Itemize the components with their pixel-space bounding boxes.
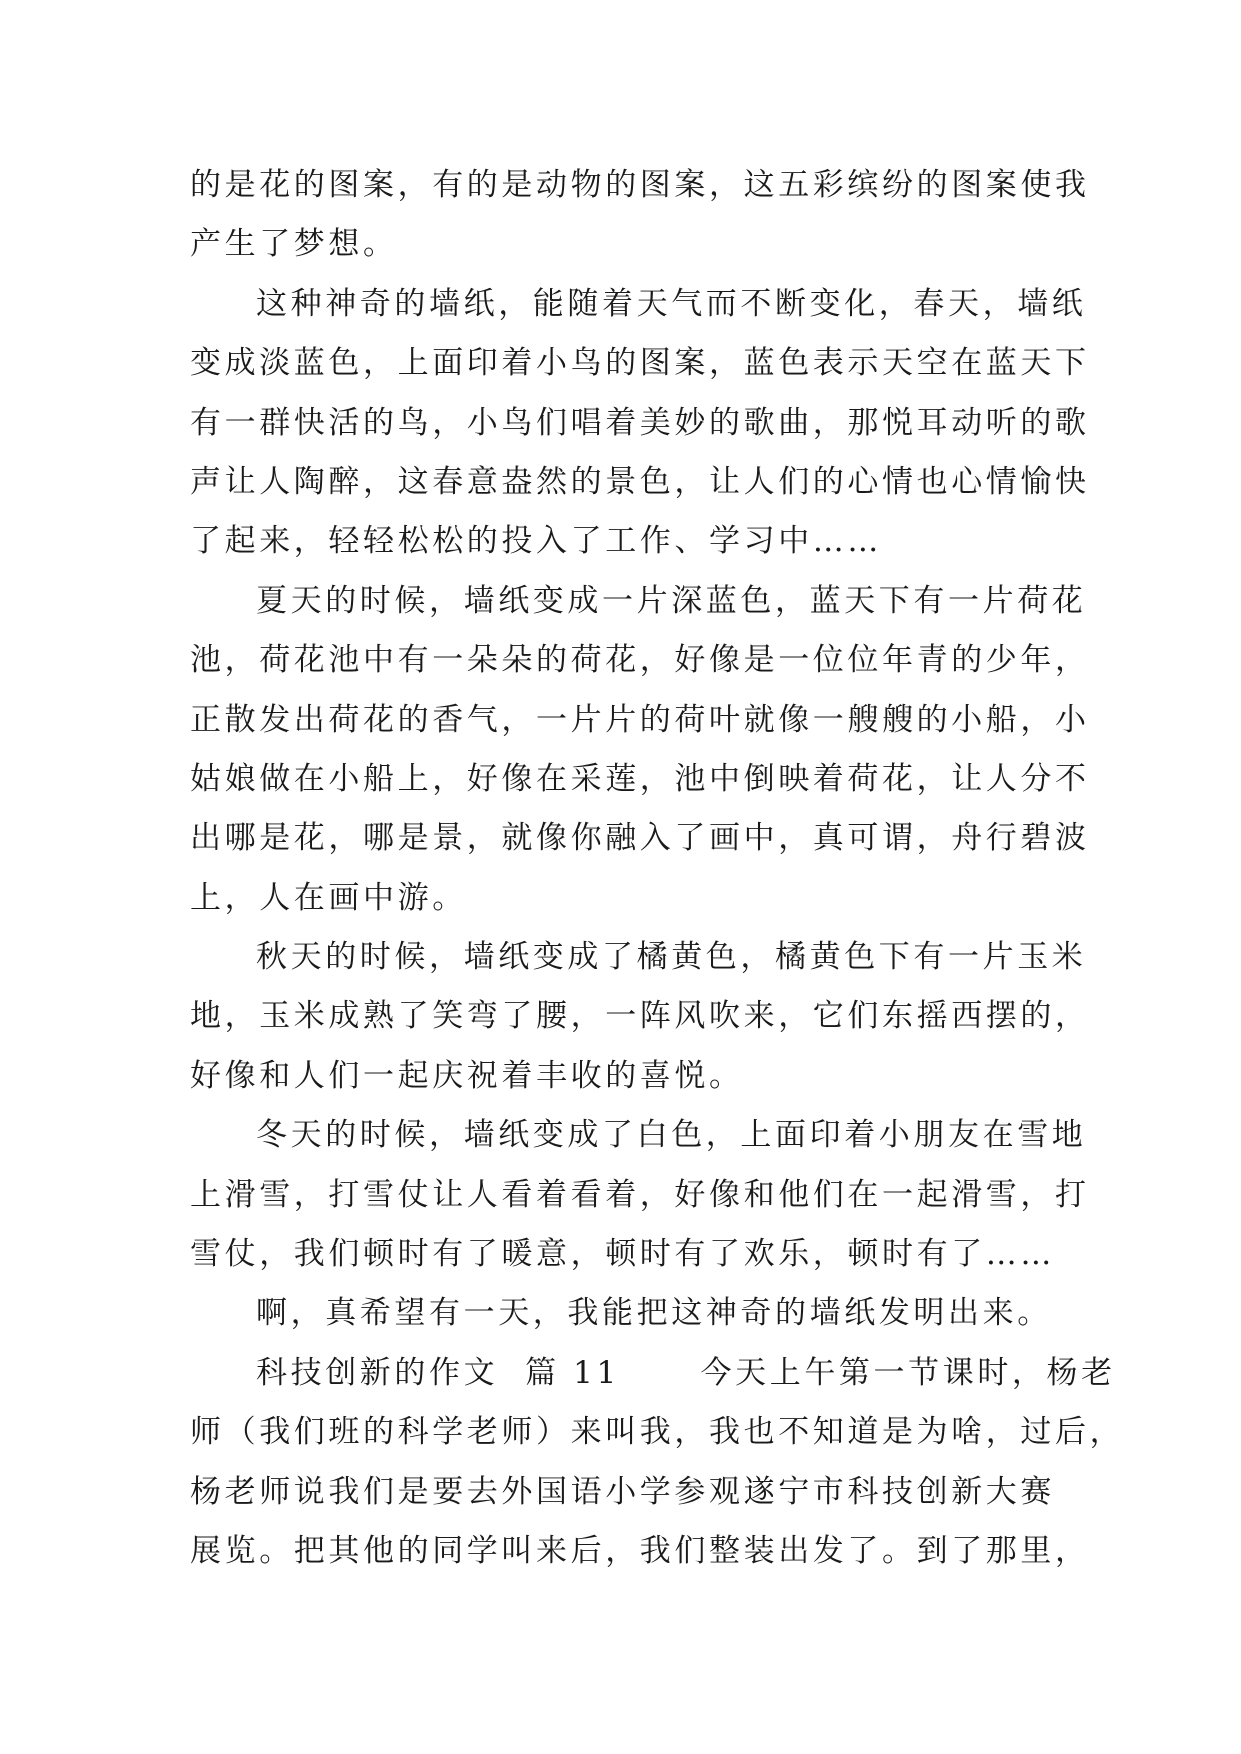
text-line: 正散发出荷花的香气，一片片的荷叶就像一艘艘的小船，小 <box>190 701 1090 738</box>
text-line: 出哪是花，哪是景，就像你融入了画中，真可谓，舟行碧波 <box>190 820 1090 857</box>
paragraph-summer-start: 夏天的时候，墙纸变成一片深蓝色，蓝天下有一片荷花 <box>256 582 1087 619</box>
text-line: 有一群快活的鸟，小鸟们唱着美妙的歌曲，那悦耳动听的歌 <box>190 404 1090 441</box>
text-line: 师（我们班的科学老师）来叫我，我也不知道是为啥，过后， <box>190 1414 1125 1451</box>
text-line: 上，人在画中游。 <box>190 879 467 916</box>
text-line: 地，玉米成熟了笑弯了腰，一阵风吹来，它们东摇西摆的， <box>190 998 1090 1035</box>
text-line: 姑娘做在小船上，好像在采莲，池中倒映着荷花，让人分不 <box>190 760 1090 797</box>
essay-11-heading-line: 科技创新的作文 篇 11 今天上午第一节课时，杨老 <box>256 1354 1116 1391</box>
text-line: 池，荷花池中有一朵朵的荷花，好像是一位位年青的少年， <box>190 642 1090 679</box>
paragraph-winter-start: 冬天的时候，墙纸变成了白色，上面印着小朋友在雪地 <box>256 1117 1087 1154</box>
text-line: 了起来，轻轻松松的投入了工作、学习中…… <box>190 523 882 560</box>
paragraph-wish: 啊，真希望有一天，我能把这神奇的墙纸发明出来。 <box>256 1295 1052 1332</box>
text-line: 变成淡蓝色，上面印着小鸟的图案，蓝色表示天空在蓝天下 <box>190 345 1090 382</box>
text-line: 雪仗，我们顿时有了暖意，顿时有了欢乐，顿时有了…… <box>190 1236 1055 1273</box>
text-line: 杨老师说我们是要去外国语小学参观遂宁市科技创新大赛 <box>190 1473 1055 1510</box>
essay-body <box>190 156 1125 1581</box>
text-line: 好像和人们一起庆祝着丰收的喜悦。 <box>190 1057 744 1094</box>
text-line: 产生了梦想。 <box>190 226 398 263</box>
text-line: 展览。把其他的同学叫来后，我们整装出发了。到了那里， <box>190 1532 1090 1569</box>
text-line: 上滑雪，打雪仗让人看着看着，好像和他们在一起滑雪，打 <box>190 1176 1090 1213</box>
paragraph-spring-start: 这种神奇的墙纸，能随着天气而不断变化，春天，墙纸 <box>256 285 1087 322</box>
text-line: 的是花的图案，有的是动物的图案，这五彩缤纷的图案使我 <box>190 167 1090 203</box>
paragraph-autumn-start: 秋天的时候，墙纸变成了橘黄色，橘黄色下有一片玉米 <box>256 939 1087 976</box>
text-line: 声让人陶醉，这春意盎然的景色，让人们的心情也心情愉快 <box>190 463 1090 500</box>
